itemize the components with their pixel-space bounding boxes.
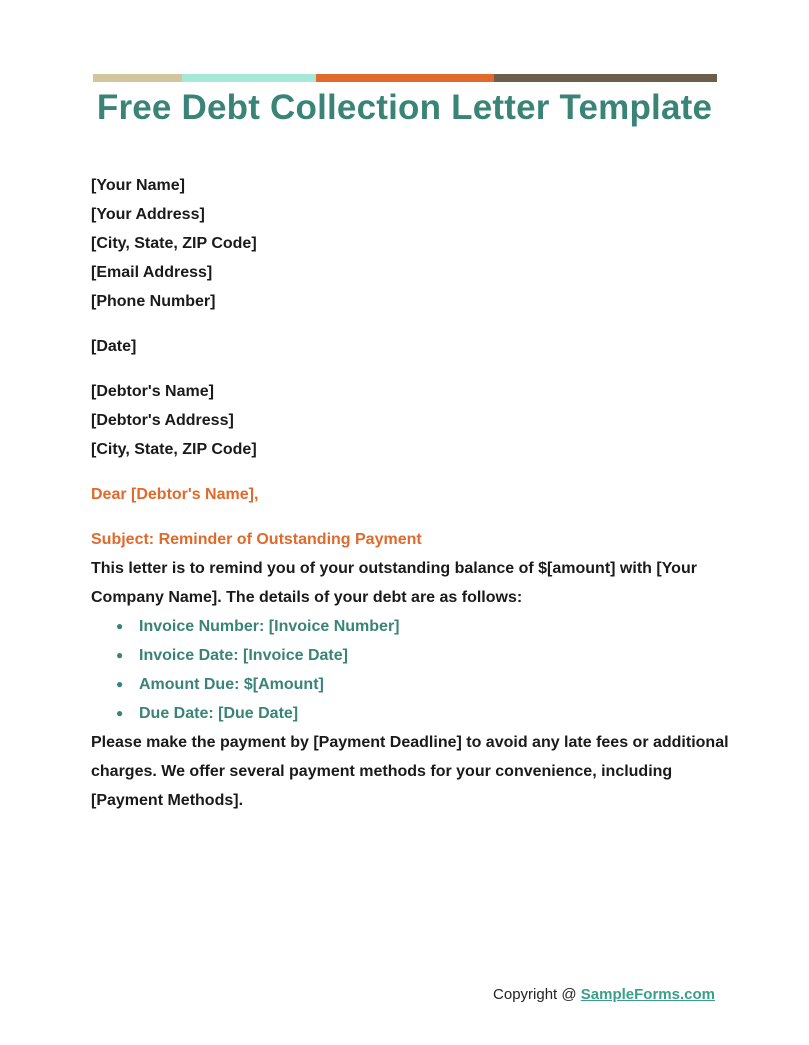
color-bar-segment-brown: [494, 74, 717, 82]
list-item: [91, 699, 731, 728]
sender-address: [Your Address]: [91, 206, 205, 223]
bullet-icon: ●: [116, 619, 124, 633]
date-block: [91, 332, 731, 361]
recipient-address: [Debtor's Address]: [91, 412, 234, 429]
brand-link[interactable]: SampleForms.com: [580, 986, 715, 1003]
letter-body: [91, 171, 731, 815]
sender-phone: [Phone Number]: [91, 293, 216, 310]
detail-invoice-date: Invoice Date: [Invoice Date]: [139, 647, 348, 664]
copyright-label: Copyright @: [493, 986, 581, 1003]
page-title: Free Debt Collection Letter Template: [96, 88, 713, 127]
sender-block: [91, 171, 731, 316]
color-bar-segment-tan: [93, 74, 182, 82]
recipient-block: [91, 377, 731, 464]
sender-city: [City, State, ZIP Code]: [91, 235, 257, 252]
bullet-icon: ●: [116, 706, 124, 720]
recipient-name: [Debtor's Name]: [91, 383, 214, 400]
bullet-icon: ●: [116, 677, 124, 691]
intro-paragraph: This letter is to remind you of your outstanding balance of $[amount] with [Your Company Name]. The details of your debt are as follows:: [91, 560, 697, 606]
decorative-color-bar: [93, 74, 717, 82]
detail-amount-due: Amount Due: $[Amount]: [139, 676, 324, 693]
list-item: [91, 670, 731, 699]
recipient-city: [City, State, ZIP Code]: [91, 441, 257, 458]
detail-due-date: Due Date: [Due Date]: [139, 705, 299, 722]
letter-date: [Date]: [91, 338, 137, 355]
copyright-footer: [493, 986, 715, 1003]
sender-email: [Email Address]: [91, 264, 213, 281]
color-bar-segment-orange: [316, 74, 494, 82]
detail-invoice-number: Invoice Number: [Invoice Number]: [139, 618, 400, 635]
closing-paragraph: Please make the payment by [Payment Deadline] to avoid any late fees or additional charges. We offer several payment methods for your convenience, including [Payment Methods].: [91, 734, 729, 809]
color-bar-segment-mint: [182, 74, 316, 82]
list-item: [91, 612, 731, 641]
subject-line: Subject: Reminder of Outstanding Payment: [91, 531, 422, 548]
bullet-icon: ●: [116, 648, 124, 662]
sender-name: [Your Name]: [91, 177, 185, 194]
list-item: [91, 641, 731, 670]
debt-details-list: [91, 612, 731, 728]
salutation: Dear [Debtor's Name],: [91, 486, 259, 503]
